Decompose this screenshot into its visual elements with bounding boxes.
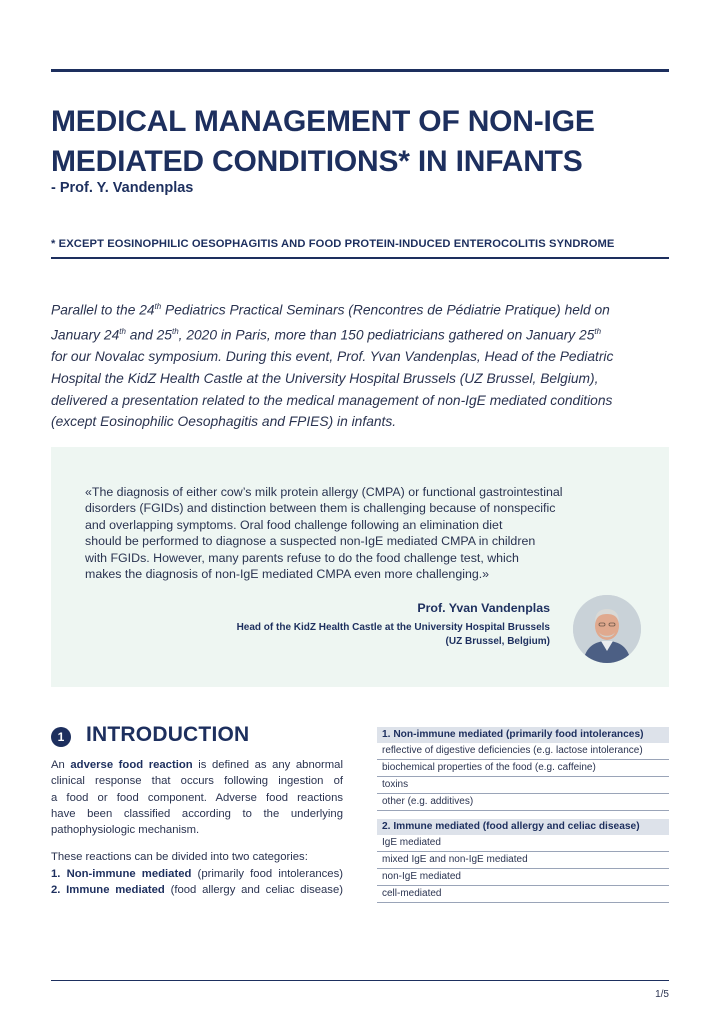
reaction-classification-table xyxy=(377,727,669,903)
category-item-1: 1. Non-immune mediated (primarily food intolerances) xyxy=(51,867,343,880)
quote-line: and overlapping symptoms. Oral food challenge following an elimination diet xyxy=(85,517,503,532)
quote-author-role: Head of the KidZ Health Castle at the University Hospital Brussels xyxy=(236,622,550,633)
footer-rule xyxy=(51,980,669,981)
intro-line: Hospital the KidZ Health Castle at the University Hospital Brussels (UZ Brussel, Belgium), xyxy=(51,370,599,386)
quote-line: makes the diagnosis of non-IgE mediated CMPA even more challenging.» xyxy=(85,567,490,582)
page-number: 1/5 xyxy=(655,989,669,1000)
table-row: non-IgE mediated xyxy=(377,869,669,886)
body-line: These reactions can be divided into two categories: xyxy=(51,851,308,864)
body-line: a food or food component. Adverse food reactions xyxy=(51,791,343,804)
title-line-1: MEDICAL MANAGEMENT OF NON-IGE xyxy=(51,105,595,138)
header-rule xyxy=(51,257,669,259)
table-row: reflective of digestive deficiencies (e.g. lactose intolerance) xyxy=(377,743,669,760)
table-row: IgE mediated xyxy=(377,835,669,852)
category-item-2: 2. Immune mediated (food allergy and celiac disease) xyxy=(51,884,344,897)
quote-line: «The diagnosis of either cow’s milk protein allergy (CMPA) or functional gastrointestinal xyxy=(85,485,563,499)
body-line: have been classified according to the underlying xyxy=(51,807,343,820)
intro-line: (except Eosinophilic Oesophagitis and FPIES) in infants. xyxy=(51,414,397,430)
author-line: - Prof. Y. Vandenplas xyxy=(51,180,194,196)
body-line: clinical response that occurs following ingestion of xyxy=(51,775,343,788)
intro-line: January 24th and 25th, 2020 in Paris, more than 150 pediatricians gathered on January 25th xyxy=(51,327,602,343)
portrait-image xyxy=(573,595,641,663)
title-line-2: MEDIATED CONDITIONS* IN INFANTS xyxy=(51,145,583,178)
intro-line: for our Novalac symposium. During this event, Prof. Yvan Vandenplas, Head of the Pediatric xyxy=(51,349,614,365)
introduction-text xyxy=(51,757,343,898)
quote-line: disorders (FGIDs) and distinction between them is challenging because of nonspecific xyxy=(85,501,556,516)
top-rule xyxy=(51,69,669,72)
table-group-header: 1. Non-immune mediated (primarily food intolerances) xyxy=(377,727,669,743)
intro-line: delivered a presentation related to the medical management of non-IgE mediated conditions xyxy=(51,392,613,408)
page-title xyxy=(51,102,691,182)
table-row: mixed IgE and non-IgE mediated xyxy=(377,852,669,869)
intro-paragraph xyxy=(51,296,681,433)
title-footnote: * EXCEPT EOSINOPHILIC OESOPHAGITIS AND FOOD PROTEIN-INDUCED ENTEROCOLITIS SYNDROME xyxy=(51,238,615,250)
table-row: cell-mediated xyxy=(377,886,669,903)
body-line: pathophysiologic mechanism. xyxy=(51,824,200,837)
intro-line: Parallel to the 24th Pediatrics Practical Seminars (Rencontres de Pédiatrie Pratique) held on xyxy=(51,302,610,318)
author-portrait xyxy=(573,595,641,663)
quote-author-affiliation: (UZ Brussel, Belgium) xyxy=(445,636,550,647)
quote-text xyxy=(85,484,645,582)
section-number-badge: 1 xyxy=(51,727,71,747)
quote-author-name: Prof. Yvan Vandenplas xyxy=(417,601,550,615)
table-row: other (e.g. additives) xyxy=(377,794,669,811)
quote-line: with FGIDs. However, many parents refuse to do the food challenge test, which xyxy=(85,550,519,565)
table-row: toxins xyxy=(377,777,669,794)
section-title: INTRODUCTION xyxy=(86,723,250,746)
table-row: biochemical properties of the food (e.g. caffeine) xyxy=(377,760,669,777)
body-line: An adverse food reaction is defined as any abnormal xyxy=(51,759,343,771)
table-group-header: 2. Immune mediated (food allergy and celiac disease) xyxy=(377,819,669,835)
quote-line: should be performed to diagnose a suspected non-IgE mediated CMPA in children xyxy=(85,534,536,549)
